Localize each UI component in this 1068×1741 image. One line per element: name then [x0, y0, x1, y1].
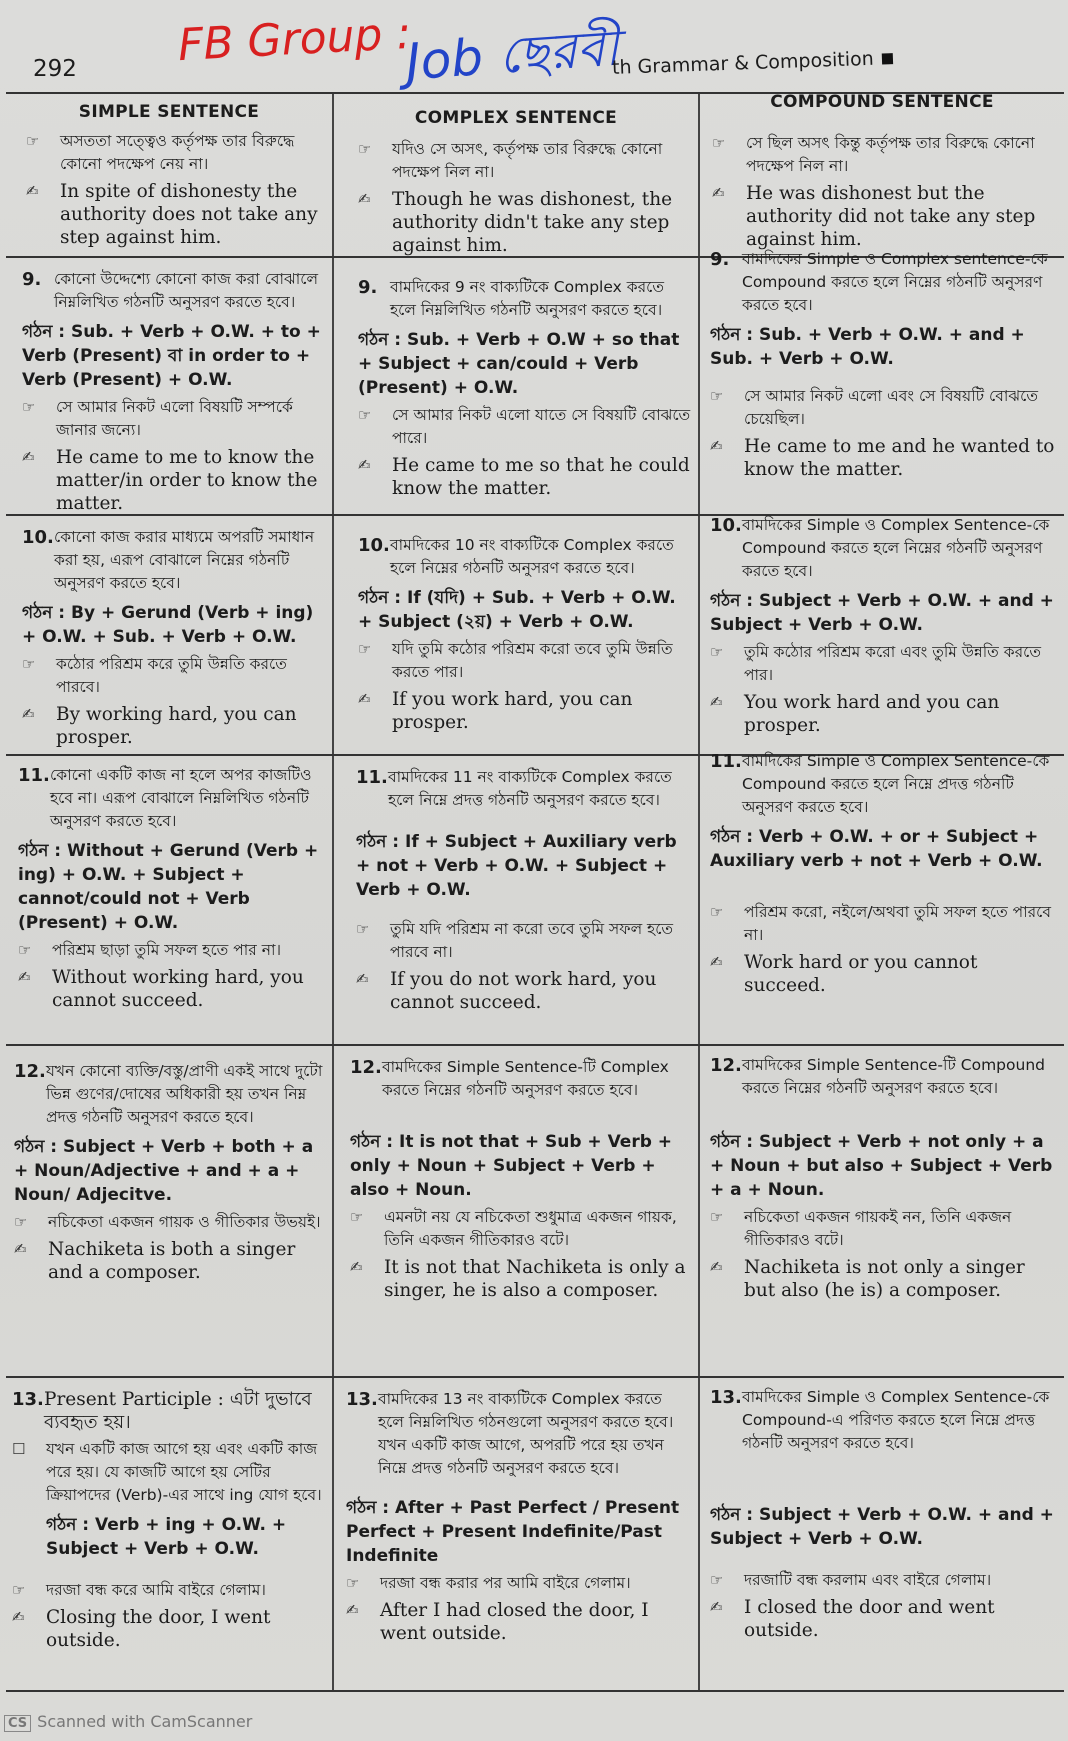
- writing-hand-icon: [22, 703, 56, 726]
- running-title: [612, 47, 893, 79]
- structure-formula: গঠন : Sub. + Verb + O.W. + and + Sub. + Verb + O.W.: [710, 325, 1025, 369]
- rule-number: 10.: [22, 527, 54, 548]
- english-example: If you do not work hard, you cannot succeed.: [390, 969, 657, 1013]
- english-example: Work hard or you cannot succeed.: [744, 952, 978, 996]
- row10-compound: [710, 510, 1058, 737]
- pointing-hand-icon: [710, 641, 744, 664]
- sentence-table: [6, 92, 1064, 1692]
- writing-hand-icon: [12, 1606, 46, 1629]
- english-example: It is not that Nachiketa is only a singer, he is also a composer.: [384, 1257, 686, 1301]
- bengali-example: দরজা বন্ধ করার পর আমি বাইরে গেলাম।: [380, 1574, 631, 1592]
- bengali-example: তুমি যদি পরিশ্রম না করো তবে তুমি সফল হতে পারবে না।: [390, 920, 674, 961]
- pointing-hand-icon: [346, 1572, 380, 1595]
- bengali-example: যদি তুমি কঠোর পরিশ্রম করো তবে তুমি উন্নতি করতে পার।: [392, 640, 673, 681]
- bengali-example: সে আমার নিকট এলো বিষয়টি সম্পর্কে জানার জন্যে।: [56, 398, 293, 439]
- row10-complex: [358, 530, 692, 734]
- rule-number: 10.: [710, 515, 742, 536]
- rule-description: বামদিকের Simple Sentence-টি Complex করতে নিম্নের গঠনটি অনুসরণ করতে হবে।: [382, 1058, 669, 1099]
- column-divider: [698, 94, 700, 1690]
- column-divider: [332, 94, 334, 1690]
- english-example: In spite of dishonesty the authority does not take any step against him.: [60, 181, 318, 248]
- checkbox-bullet-icon: ☐: [12, 1440, 26, 1458]
- structure-formula: গঠন : Subject + Verb + not only + a + Noun + but also + Subject + Verb + a + Noun.: [710, 1132, 1053, 1200]
- fb-group-stamp: FB Group :: [176, 7, 413, 72]
- rule-number: 11.: [710, 751, 742, 772]
- writing-hand-icon: [710, 691, 744, 714]
- rule-description: কোনো একটি কাজ না হলে অপর কাজটিও হবে না। এরূপ বোঝালে নিম্নলিখিত গঠনটি অনুসরণ করতে হবে।: [50, 766, 312, 830]
- rule-number: 9.: [710, 249, 730, 270]
- row9-simple: [22, 264, 326, 515]
- row-divider: [6, 1044, 1064, 1046]
- writing-hand-icon: [358, 688, 392, 711]
- rule-description: বামদিকের Simple ও Complex Sentence-কে Compound করতে হলে নিম্নের গঠনটি অনুসরণ করতে হবে।: [742, 516, 1050, 580]
- pointing-hand-icon: [710, 385, 744, 408]
- running-title-text: th Grammar & Composition: [611, 47, 875, 79]
- english-example: Without working hard, you cannot succeed.: [52, 967, 304, 1011]
- writing-hand-icon: [712, 182, 746, 205]
- english-example: He came to me so that he could know the matter.: [392, 455, 690, 499]
- rule-description: বামদিকের 13 নং বাক্যটিকে Complex করতে হলে নিম্নলিখিত গঠনগুলো অনুসরণ করতে হবে। যখন একটি কাজ আগে, অপরটি পরে হয় তখন নিম্নে প্রদত্ত গঠনটি অনুসরণ করতে হবে।: [378, 1390, 674, 1477]
- row9-compound: [710, 244, 1058, 481]
- english-example: By working hard, you can prosper.: [56, 704, 297, 748]
- page-number: 292: [33, 56, 77, 82]
- structure-formula: গঠন : Verb + O.W. + or + Subject + Auxiliary verb + not + Verb + O.W.: [710, 827, 1043, 871]
- pointing-hand-icon: [358, 138, 392, 161]
- rule-number: 11.: [356, 767, 388, 788]
- writing-hand-icon: [22, 446, 56, 469]
- rule-description: বামদিকের 11 নং বাক্যটিকে Complex করতে হলে নিম্নে প্রদত্ত গঠনটি অনুসরণ করতে হবে।: [388, 768, 672, 809]
- english-example: He was dishonest but the authority did not take any step against him.: [746, 183, 1036, 250]
- bengali-example: কঠোর পরিশ্রম করে তুমি উন্নতি করতে পারবে।: [56, 655, 287, 696]
- english-example: Closing the door, I went outside.: [46, 1607, 271, 1651]
- rule-number: 12.: [710, 1055, 742, 1076]
- rule-number: 11.: [18, 765, 50, 786]
- row12-complex: [350, 1052, 692, 1302]
- english-example: You work hard and you can prosper.: [744, 692, 1000, 736]
- rule-number: 13.: [346, 1389, 378, 1410]
- rule-number: 9.: [358, 277, 378, 298]
- pointing-hand-icon: [710, 901, 744, 924]
- pointing-hand-icon: [12, 1579, 46, 1602]
- row11-simple: [18, 760, 326, 1012]
- header-complex: COMPLEX SENTENCE: [414, 108, 618, 128]
- camscanner-logo-icon: CS: [4, 1715, 31, 1732]
- rule-description: বামদিকের 9 নং বাক্যটিকে Complex করতে হলে নিম্নলিখিত গঠনটি অনুসরণ করতে হবে।: [390, 278, 664, 319]
- writing-hand-icon: [710, 435, 744, 458]
- writing-hand-icon: [710, 1256, 744, 1279]
- bengali-example: এমনটা নয় যে নচিকেতা শুধুমাত্র একজন গায়ক, তিনি একজন গীতিকারও বটে।: [384, 1208, 677, 1249]
- bengali-example: দরজাটি বন্ধ করলাম এবং বাইরে গেলাম।: [744, 1571, 992, 1589]
- row9-complex: [358, 272, 692, 500]
- bengali-example: দরজা বন্ধ করে আমি বাইরে গেলাম।: [46, 1581, 266, 1599]
- english-example: After I had closed the door, I went outside.: [380, 1600, 649, 1644]
- rule-number: 10.: [358, 535, 390, 556]
- row13-compound: [710, 1382, 1058, 1642]
- pointing-hand-icon: [712, 132, 746, 155]
- writing-hand-icon: [358, 454, 392, 477]
- pointing-hand-icon: [358, 404, 392, 427]
- row12-compound: [710, 1050, 1058, 1302]
- bengali-example: নচিকেতা একজন গায়কই নন, তিনি একজন গীতিকারও বটে।: [744, 1208, 1012, 1249]
- page-header: [0, 0, 1068, 100]
- pointing-hand-icon: [356, 918, 390, 941]
- rule-description: বামদিকের 10 নং বাক্যটিকে Complex করতে হলে নিম্নের গঠনটি অনুসরণ করতে হবে।: [390, 536, 674, 577]
- rule-description: বামদিকের Simple ও Complex sentence-কে Compound করতে হলে নিম্নের গঠনটি অনুসরণ করতে হবে।: [742, 250, 1048, 314]
- english-example: Nachiketa is both a singer and a composer.: [48, 1239, 296, 1283]
- rule-description: বামদিকের Simple Sentence-টি Compound করতে নিম্নের গঠনটি অনুসরণ করতে হবে।: [742, 1056, 1045, 1097]
- bengali-example: পরিশ্রম ছাড়া তুমি সফল হতে পার না।: [52, 941, 281, 959]
- pointing-hand-icon: [710, 1206, 744, 1229]
- writing-hand-icon: [710, 951, 744, 974]
- writing-hand-icon: [358, 188, 392, 211]
- pointing-hand-icon: [26, 130, 60, 153]
- structure-formula: গঠন : Subject + Verb + O.W. + and + Subject + Verb + O.W.: [710, 591, 1054, 635]
- structure-formula: গঠন : It is not that + Sub + Verb + only + Noun + Subject + Verb + also + Noun.: [350, 1132, 673, 1200]
- rule-title: Present Participle : এটা দুভাবে ব্যবহৃত হয়।: [44, 1389, 312, 1433]
- header-simple: SIMPLE SENTENCE: [78, 102, 260, 122]
- rule-number: 12.: [350, 1057, 382, 1078]
- rule-description: যখন কোনো ব্যক্তি/বস্তু/প্রাণী একই সাথে দুটো ভিন্ন গুণের/দোষের অধিকারী হয় তখন নিম্ন প্রদত্ত গঠনটি অনুসরণ করতে হবে।: [46, 1062, 323, 1126]
- row13-simple: [12, 1384, 326, 1652]
- row13-complex: [346, 1384, 692, 1645]
- row11-complex: [356, 762, 692, 1014]
- pointing-hand-icon: [22, 653, 56, 676]
- structure-formula: গঠন : Without + Gerund (Verb + ing) + O.W. + Subject + cannot/could not + Verb (Present) + O.W.: [18, 841, 319, 933]
- structure-formula: গঠন : Subject + Verb + both + a + Noun/Adjective + and + a + Noun/ Adjecitve.: [14, 1137, 314, 1205]
- rule-number: 9.: [22, 269, 42, 290]
- pointing-hand-icon: [14, 1211, 48, 1234]
- row0-simple: [26, 126, 326, 249]
- bengali-example: পরিশ্রম করো, নইলে/অথবা তুমি সফল হতে পারবে না।: [744, 903, 1052, 944]
- job-stamp: Job ছেরবী: [403, 18, 621, 92]
- rule-description: কোনো উদ্দেশ্যে কোনো কাজ করা বোঝালে নিম্নলিখিত গঠনটি অনুসরণ করতে হবে।: [54, 270, 318, 311]
- english-example: I closed the door and went outside.: [744, 1597, 995, 1641]
- structure-formula: গঠন : Verb + ing + O.W. + Subject + Verb + O.W.: [46, 1515, 287, 1559]
- writing-hand-icon: [346, 1599, 380, 1622]
- rule-number: 13.: [710, 1387, 742, 1408]
- row12-simple: [14, 1056, 326, 1284]
- bengali-example: সে ছিল অসৎ কিন্তু কর্তৃপক্ষ তার বিরুদ্ধে কোনো পদক্ষেপ নিল না।: [746, 134, 1035, 175]
- rule-description: বামদিকের Simple ও Complex Sentence-কে Compound-এ পরিণত করতে হলে নিম্নে প্রদত্ত গঠনটি অনুসরণ করতে হবে।: [742, 1388, 1050, 1452]
- structure-formula: গঠন : Subject + Verb + O.W. + and + Subject + Verb + O.W.: [710, 1505, 1054, 1549]
- english-example: Nachiketa is not only a singer but also (he is) a composer.: [744, 1257, 1025, 1301]
- writing-hand-icon: [14, 1238, 48, 1261]
- pointing-hand-icon: [22, 396, 56, 419]
- structure-formula: গঠন : Sub. + Verb + O.W + so that + Subject + can/could + Verb (Present) + O.W.: [358, 330, 680, 398]
- structure-formula: গঠন : If (যদি) + Sub. + Verb + O.W. + Subject (২য়) + Verb + O.W.: [358, 588, 676, 632]
- scanner-watermark: [4, 1712, 252, 1732]
- rule-description: বামদিকের Simple ও Complex Sentence-কে Compound করতে হলে নিম্নে প্রদত্ত গঠনটি অনুসরণ করতে হবে।: [742, 752, 1050, 816]
- bengali-example: অসততা সত্ত্বেও কর্তৃপক্ষ তার বিরুদ্ধে কোনো পদক্ষেপ নেয় না।: [60, 132, 295, 173]
- writing-hand-icon: [710, 1596, 744, 1619]
- rule-number: 13.: [12, 1389, 44, 1410]
- row0-complex: [358, 134, 692, 257]
- structure-formula: গঠন : After + Past Perfect / Present Perfect + Present Indefinite/Past Indefinite: [346, 1498, 680, 1566]
- watermark-text: Scanned with CamScanner: [37, 1712, 253, 1731]
- english-example: Though he was dishonest, the authority didn't take any step against him.: [392, 189, 673, 256]
- header-compound: COMPOUND SENTENCE: [770, 92, 994, 112]
- structure-formula: গঠন : If + Subject + Auxiliary verb + not + Verb + O.W. + Subject + Verb + O.W.: [356, 832, 677, 900]
- bengali-example: সে আমার নিকট এলো যাতে সে বিষয়টি বোঝতে পারে।: [392, 406, 691, 447]
- row11-compound: [710, 746, 1058, 997]
- row0-compound: [712, 128, 1058, 251]
- rule-number: 12.: [14, 1061, 46, 1082]
- bengali-example: সে আমার নিকট এলো এবং সে বিষয়টি বোঝতে চেয়েছিল।: [744, 387, 1038, 428]
- structure-formula: গঠন : By + Gerund (Verb + ing) + O.W. + Sub. + Verb + O.W.: [22, 603, 314, 647]
- square-bullet-icon: [881, 53, 892, 64]
- english-example: If you work hard, you can prosper.: [392, 689, 633, 733]
- english-example: He came to me and he wanted to know the matter.: [744, 436, 1055, 480]
- writing-hand-icon: [350, 1256, 384, 1279]
- pointing-hand-icon: [18, 939, 52, 962]
- writing-hand-icon: [26, 180, 60, 203]
- pointing-hand-icon: [710, 1569, 744, 1592]
- pointing-hand-icon: [350, 1206, 384, 1229]
- english-example: He came to me to know the matter/in order to know the matter.: [56, 447, 318, 514]
- bengali-example: তুমি কঠোর পরিশ্রম করো এবং তুমি উন্নতি করতে পার।: [744, 643, 1041, 684]
- row-divider: [6, 1376, 1064, 1378]
- structure-formula: গঠন : Sub. + Verb + O.W. + to + Verb (Present) বা in order to + Verb (Present) + O.W.: [22, 322, 321, 390]
- bengali-example: যদিও সে অসৎ, কর্তৃপক্ষ তার বিরুদ্ধে কোনো পদক্ষেপ নিল না।: [392, 140, 663, 181]
- row10-simple: [22, 522, 326, 749]
- pointing-hand-icon: [358, 638, 392, 661]
- writing-hand-icon: [356, 968, 390, 991]
- writing-hand-icon: [18, 966, 52, 989]
- rule-description: কোনো কাজ করার মাধ্যমে অপরটি সমাধান করা হয়, এরূপ বোঝালে নিম্নের গঠনটি অনুসরণ করতে হবে।: [54, 528, 315, 592]
- bengali-example: নচিকেতা একজন গায়ক ও গীতিকার উভয়ই।: [48, 1213, 321, 1231]
- rule-description: যখন একটি কাজ আগে হয় এবং একটি কাজ পরে হয়। যে কাজটি আগে হয় সেটির ক্রিয়াপদের (Verb)-এর সাথে ing যোগ হবে।: [46, 1440, 322, 1504]
